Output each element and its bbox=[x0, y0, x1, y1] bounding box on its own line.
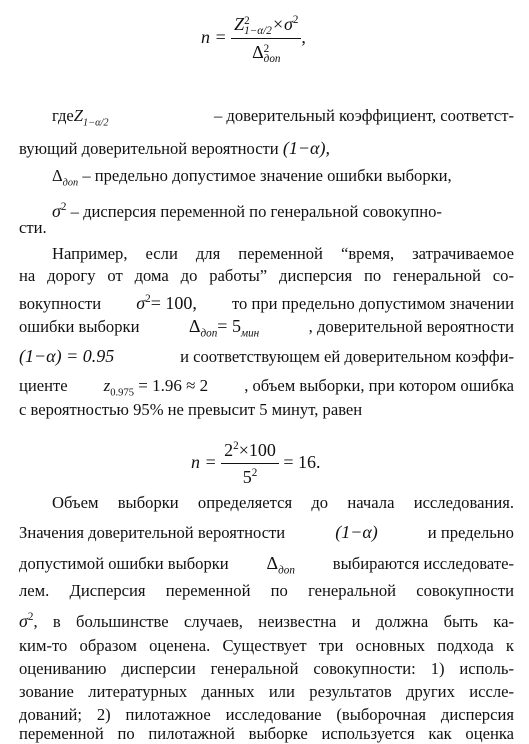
formula-numerator: Z 2 1−α/2 $\times\sigma^2$ bbox=[231, 14, 301, 39]
para2-line2: Значения доверительной вероятности (1−α) и предельно bbox=[19, 522, 514, 542]
formula-lhs: n = bbox=[201, 27, 227, 48]
delta-equation: $\Delta_{доп}= 5_{мин}$ bbox=[188, 316, 260, 340]
para1-line3: вокупности $\sigma^2= 100$, то при предельно допустимом значении bbox=[19, 289, 514, 314]
para2-line4: лем. Дисперсия переменной по генеральной совокупности bbox=[19, 581, 514, 600]
para2-line1: Объем выборки определяется до начала исследования. bbox=[52, 493, 514, 512]
para2-line9: дований; 2) пилотажное исследование (выборочная дисперсия bbox=[19, 705, 514, 724]
def-sigma-line1: $\sigma^2$ – дисперсия переменной по генеральной совокупно- bbox=[52, 201, 442, 221]
def-sigma-line2: сти. bbox=[19, 218, 47, 237]
formula-sample-size: n = Z 2 1−α/2 $\times\sigma^2$ Δ 2 доп , bbox=[201, 14, 306, 65]
def-delta: $\Delta_{доп}$ – предельно допустимое значение ошибки выборки, bbox=[52, 166, 452, 189]
sigma-equation: $\sigma^2= 100$, bbox=[136, 293, 197, 313]
para2-line3: допустимой ошибки выборки $\Delta_{доп}$ выбираются исследовате- bbox=[19, 553, 514, 581]
formula-example: n = $\frac{2^2\times 100}{5^2}$ = 16. bbox=[191, 440, 321, 487]
para1-line6: циенте $z_{0.975} = 1.96 \approx 2$ , объем выборки, при котором ошибка bbox=[19, 376, 514, 403]
formula-fraction bbox=[231, 14, 301, 64]
z-equation: $z_{0.975} = 1.96 \approx 2$ bbox=[103, 376, 209, 399]
sigma-symbol-2: $\sigma^2$ bbox=[19, 611, 34, 631]
example-denominator: $5^2$ bbox=[242, 467, 258, 487]
def-z-line1: где $Z_{1-\alpha/2}$ – доверительный коэффициент, соответст- bbox=[52, 106, 514, 133]
example-numerator: $2^2\times 100$ bbox=[221, 440, 279, 464]
para2-line10: переменной по пилотажной выборке используется как оценка bbox=[19, 724, 514, 743]
para1-line5: (1−α) = 0.95 и соответствующем ей доверительном коэффи- bbox=[19, 346, 514, 366]
delta-symbol-2: $\Delta_{доп}$ bbox=[266, 553, 295, 577]
sigma-symbol: $\sigma^2$ bbox=[52, 201, 67, 221]
z-symbol: $Z_{1-\alpha/2}$ bbox=[73, 106, 109, 129]
para1-line2: на дорогу от дома до работы” дисперсия по генеральной со- bbox=[19, 266, 514, 285]
formula-denominator: Δ 2 доп bbox=[252, 41, 281, 65]
para1-line7: с вероятностью 95% не превысит 5 минут, равен bbox=[19, 400, 363, 419]
para1-line4: ошибки выборки $\Delta_{доп}= 5_{мин}$ , доверительной вероятности bbox=[19, 316, 514, 344]
delta-symbol: $\Delta_{доп}$ bbox=[52, 166, 79, 189]
para2-line8: зование литературных данных или результатов других иссле- bbox=[19, 682, 514, 701]
def-z-line2: вующий доверительной вероятности (1−α), bbox=[19, 138, 330, 158]
para1-line1: Например, если для переменной “время, затрачиваемое bbox=[52, 244, 514, 263]
para2-line6: ким-то образом оценена. Существует три основных подхода к bbox=[19, 636, 514, 655]
example-fraction bbox=[221, 440, 279, 488]
para2-line7: оцениванию дисперсии генеральной совокупности: 1) исполь- bbox=[19, 659, 514, 678]
para2-line5: $\sigma^2$ , в большинстве случаев, неизвестна и должна быть ка- bbox=[19, 607, 514, 632]
